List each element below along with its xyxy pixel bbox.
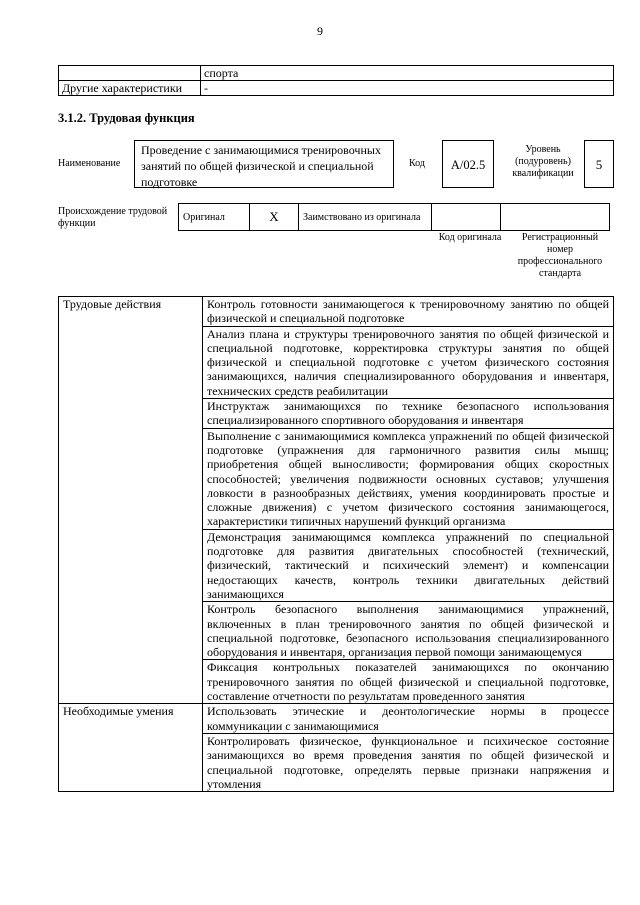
- code-original-caption: Код оригинала: [438, 232, 502, 243]
- list-item: Использовать этические и деонтологические нормы в процессе коммуникации с занимающимися: [203, 704, 614, 734]
- reg-number-cell: [501, 204, 610, 231]
- list-item: Контролировать физическое, функциональное и психическое состояние занимающихся во время проведения занятия по общей физической и специальной подготовке, определять первые признаки напряжения и утомления: [203, 733, 614, 791]
- function-code: A/02.5: [442, 140, 494, 188]
- table-row: [179, 204, 610, 231]
- table-row: [59, 704, 614, 734]
- row-label: Трудовые действия: [59, 297, 203, 704]
- table-row: [59, 66, 614, 81]
- list-item: Фиксация контрольных показателей занимающихся по окончанию тренировочного занятия по общей физической и специальной подготовке, составление отчетности по результатам проведенного занятия: [203, 660, 614, 704]
- origin-table: [178, 203, 610, 231]
- code-label: Код: [409, 158, 425, 169]
- top-table-value: спорта: [201, 66, 614, 81]
- top-table: [58, 65, 614, 96]
- origin-label: Происхождение трудовой функции: [58, 206, 168, 229]
- original-label: Оригинал: [179, 204, 250, 231]
- function-name: Проведение с занимающимися тренировочных занятий по общей физической и специальной подготовке: [134, 140, 394, 188]
- table-row: [59, 297, 614, 327]
- original-mark: X: [250, 204, 299, 231]
- list-item: Анализ плана и структуры тренировочного занятия по общей физической и специальной подготовке, корректировка структуры занятия по общей физической и специальной подготовке с учетом физического состояния занимающихся, наличия специализированного оборудования и инвентаря, технических средств реабилитации: [203, 326, 614, 398]
- level-label: Уровень (подуровень) квалификации: [512, 144, 574, 179]
- list-item: Контроль готовности занимающегося к тренировочному занятию по общей физической и специальной подготовке: [203, 297, 614, 327]
- list-item: Контроль безопасного выполнения занимающимися упражнений, включенных в план тренировочного занятия по общей физической и специальной подготовке, безопасного использования специализированного оборудования и инвентаря, организация первой помощи занимающемуся: [203, 602, 614, 660]
- name-label: Наименование: [58, 158, 121, 169]
- borrowed-label: Заимствовано из оригинала: [299, 204, 432, 231]
- list-item: Демонстрация занимающимся комплекса упражнений по специальной подготовке для развития двигательных способностей (технический, физический, тактический и психический элемент) и компенсации недостающих качеств, контроль техники двигательных действий занимающихся: [203, 529, 614, 601]
- level-value: 5: [584, 140, 614, 188]
- page-number: 9: [317, 24, 323, 38]
- list-item: Инструктаж занимающихся по технике безопасного использования специализированного спортивного оборудования и инвентаря: [203, 399, 614, 429]
- table-row: [59, 81, 614, 96]
- top-table-label: Другие характеристики: [59, 81, 201, 96]
- main-table: [58, 296, 614, 792]
- reg-number-caption: Регистрационный номер профессионального стандарта: [517, 232, 603, 279]
- top-table-label: [59, 66, 201, 81]
- section-title: 3.1.2. Трудовая функция: [58, 111, 195, 125]
- code-original-cell: [432, 204, 501, 231]
- list-item: Выполнение с занимающимися комплекса упражнений по общей физической подготовке (упражнения для гармоничного развития силы мышц; приобретения общей выносливости; формирования общих скоростных способностей; увеличения подвижности основных суставов; улучшения ловкости в разнообразных действиях, умения координировать простые и сложные движения) с учетом физического состояния занимающегося, характеристики типичных нарушений функций организма: [203, 428, 614, 529]
- top-table-value: -: [201, 81, 614, 96]
- row-label: Необходимые умения: [59, 704, 203, 792]
